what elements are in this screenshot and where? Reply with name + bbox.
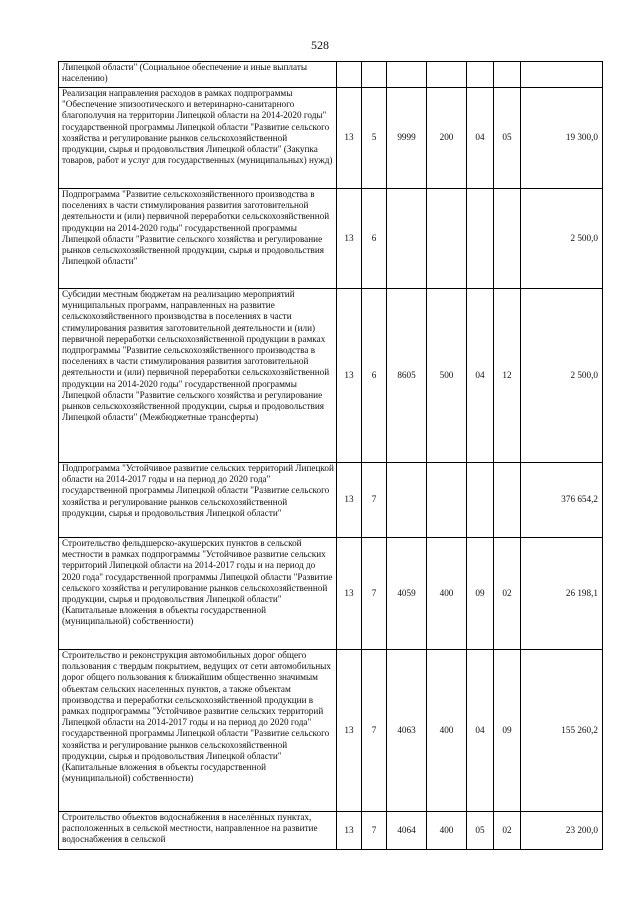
- cell-amount: 19 300,0: [521, 88, 603, 189]
- table-row: [59, 812, 603, 850]
- row-description: Подпрограмма "Устойчивое развитие сельских территорий Липецкой области на 2014-2017 годы и на период до 2020 года" государственной программы Липецкой области "Развитие сельского хозяйства и регулирование рынков сельскохозяйственной продукции, сырья и продовольствия Липецкой области": [59, 463, 337, 538]
- cell-code-2: 6: [362, 289, 387, 463]
- table-row: [59, 538, 603, 650]
- cell-code-2: 6: [362, 189, 387, 289]
- cell-code-1: 13: [337, 289, 362, 463]
- cell-code-2: 5: [362, 88, 387, 189]
- cell-code-1: 13: [337, 812, 362, 850]
- cell-code-1: 13: [337, 538, 362, 650]
- cell-code-5: 04: [467, 88, 494, 189]
- row-description: Строительство и реконструкция автомобильных дорог общего пользования с твердым покрытием, ведущих от сети автомобильных дорог общего пользования к ближайшим общественно значимым объектам сельских населенных пунктов, а также объектам производства и переработки сельскохозяйственной продукции в рамках подпрограммы "Устойчивое развитие сельских территорий Липецкой области на 2014-2017 годы и на период до 2020 года" государственной программы Липецкой области "Развитие сельского хозяйства и регулирование рынков сельскохозяйственной продукции, сырья и продовольствия Липецкой области" (Капитальные вложения в объекты государственной (муниципальной) собственности): [59, 650, 337, 812]
- cell-code-5: [467, 189, 494, 289]
- cell-amount: 2 500,0: [521, 289, 603, 463]
- row-description: Строительство объектов водоснабжения в населённых пунктах, расположенных в сельской местности, направленное на развитие водоснабжения в сельской: [59, 812, 337, 850]
- cell-code-3: [387, 62, 427, 88]
- cell-code-3: 8605: [387, 289, 427, 463]
- cell-code-5: [467, 62, 494, 88]
- cell-code-4: [427, 62, 467, 88]
- cell-code-1: 13: [337, 650, 362, 812]
- table-row: [59, 189, 603, 289]
- cell-code-6: 05: [494, 88, 521, 189]
- cell-code-5: [467, 463, 494, 538]
- cell-code-5: 04: [467, 289, 494, 463]
- cell-code-3: [387, 189, 427, 289]
- cell-code-3: 4059: [387, 538, 427, 650]
- table-row: [59, 463, 603, 538]
- row-description: Строительство фельдшерско-акушерских пунктов в сельской местности в рамках подпрограммы "Устойчивое развитие сельских территорий Липецкой области на 2014-2017 годы и на период до 2020 года" государственной программы Липецкой области "Развитие сельского хозяйства и регулирование рынков сельскохозяйственной продукции, сырья и продовольствия Липецкой области" (Капитальные вложения в объекты государственной (муниципальной) собственности): [59, 538, 337, 650]
- cell-amount: 26 198,1: [521, 538, 603, 650]
- cell-code-3: 4063: [387, 650, 427, 812]
- cell-code-1: 13: [337, 88, 362, 189]
- cell-code-6: 02: [494, 812, 521, 850]
- cell-amount: 155 260,2: [521, 650, 603, 812]
- cell-amount: 23 200,0: [521, 812, 603, 850]
- cell-code-4: [427, 463, 467, 538]
- cell-code-2: 7: [362, 812, 387, 850]
- cell-code-2: 7: [362, 463, 387, 538]
- cell-code-5: 04: [467, 650, 494, 812]
- row-description: Подпрограмма "Развитие сельскохозяйственного производства в поселениях в части стимулирования развития заготовительной деятельности и (или) первичной переработки сельскохозяйственной продукции на 2014-2020 годы" государственной программы Липецкой области "Развитие сельского хозяйства и регулирование рынков сельскохозяйственной продукции, сырья и продовольствия Липецкой области": [59, 189, 337, 289]
- cell-amount: 376 654,2: [521, 463, 603, 538]
- cell-code-2: 7: [362, 650, 387, 812]
- cell-code-4: 400: [427, 812, 467, 850]
- cell-code-3: 4064: [387, 812, 427, 850]
- cell-code-2: [362, 62, 387, 88]
- page-number: 528: [311, 38, 329, 52]
- cell-code-1: [337, 62, 362, 88]
- table-row: [59, 62, 603, 88]
- cell-code-4: 400: [427, 650, 467, 812]
- cell-code-6: [494, 189, 521, 289]
- cell-code-3: [387, 463, 427, 538]
- cell-code-3: 9999: [387, 88, 427, 189]
- cell-code-6: [494, 62, 521, 88]
- row-description: Липецкой области" (Социальное обеспечение и иные выплаты населению): [59, 62, 337, 88]
- cell-code-4: [427, 189, 467, 289]
- row-description: Реализация направления расходов в рамках подпрограммы "Обеспечение эпизоотического и ветеринарно-санитарного благополучия на территории Липецкой области на 2014-2020 годы" государственной программы Липецкой области "Развитие сельского хозяйства и регулирование рынков сельскохозяйственной продукции, сырья и продовольствия Липецкой области" (Закупка товаров, работ и услуг для государственных (муниципальных) нужд): [59, 88, 337, 189]
- cell-code-2: 7: [362, 538, 387, 650]
- cell-amount: 2 500,0: [521, 189, 603, 289]
- cell-code-4: 500: [427, 289, 467, 463]
- cell-code-1: 13: [337, 189, 362, 289]
- cell-code-1: 13: [337, 463, 362, 538]
- cell-code-6: 12: [494, 289, 521, 463]
- cell-amount: [521, 62, 603, 88]
- cell-code-5: 05: [467, 812, 494, 850]
- table-row: [59, 650, 603, 812]
- budget-table: [58, 61, 603, 850]
- cell-code-4: 200: [427, 88, 467, 189]
- cell-code-5: 09: [467, 538, 494, 650]
- cell-code-4: 400: [427, 538, 467, 650]
- cell-code-6: 02: [494, 538, 521, 650]
- cell-code-6: 09: [494, 650, 521, 812]
- table-row: [59, 289, 603, 463]
- table-row: [59, 88, 603, 189]
- cell-code-6: [494, 463, 521, 538]
- row-description: Субсидии местным бюджетам на реализацию мероприятий муниципальных программ, направленных на развитие сельскохозяйственного производства в поселениях в части стимулирования развития заготовительной деятельности и (или) первичной переработки сельскохозяйственной продукции в рамках подпрограммы "Развитие сельскохозяйственного производства в поселениях в части стимулирования развития заготовительной деятельности и (или) первичной переработки сельскохозяйственной продукции на 2014-2020 годы" государственной программы Липецкой области "Развитие сельского хозяйства и регулирование рынков сельскохозяйственной продукции, сырья и продовольствия Липецкой области" (Межбюджетные трансферты): [59, 289, 337, 463]
